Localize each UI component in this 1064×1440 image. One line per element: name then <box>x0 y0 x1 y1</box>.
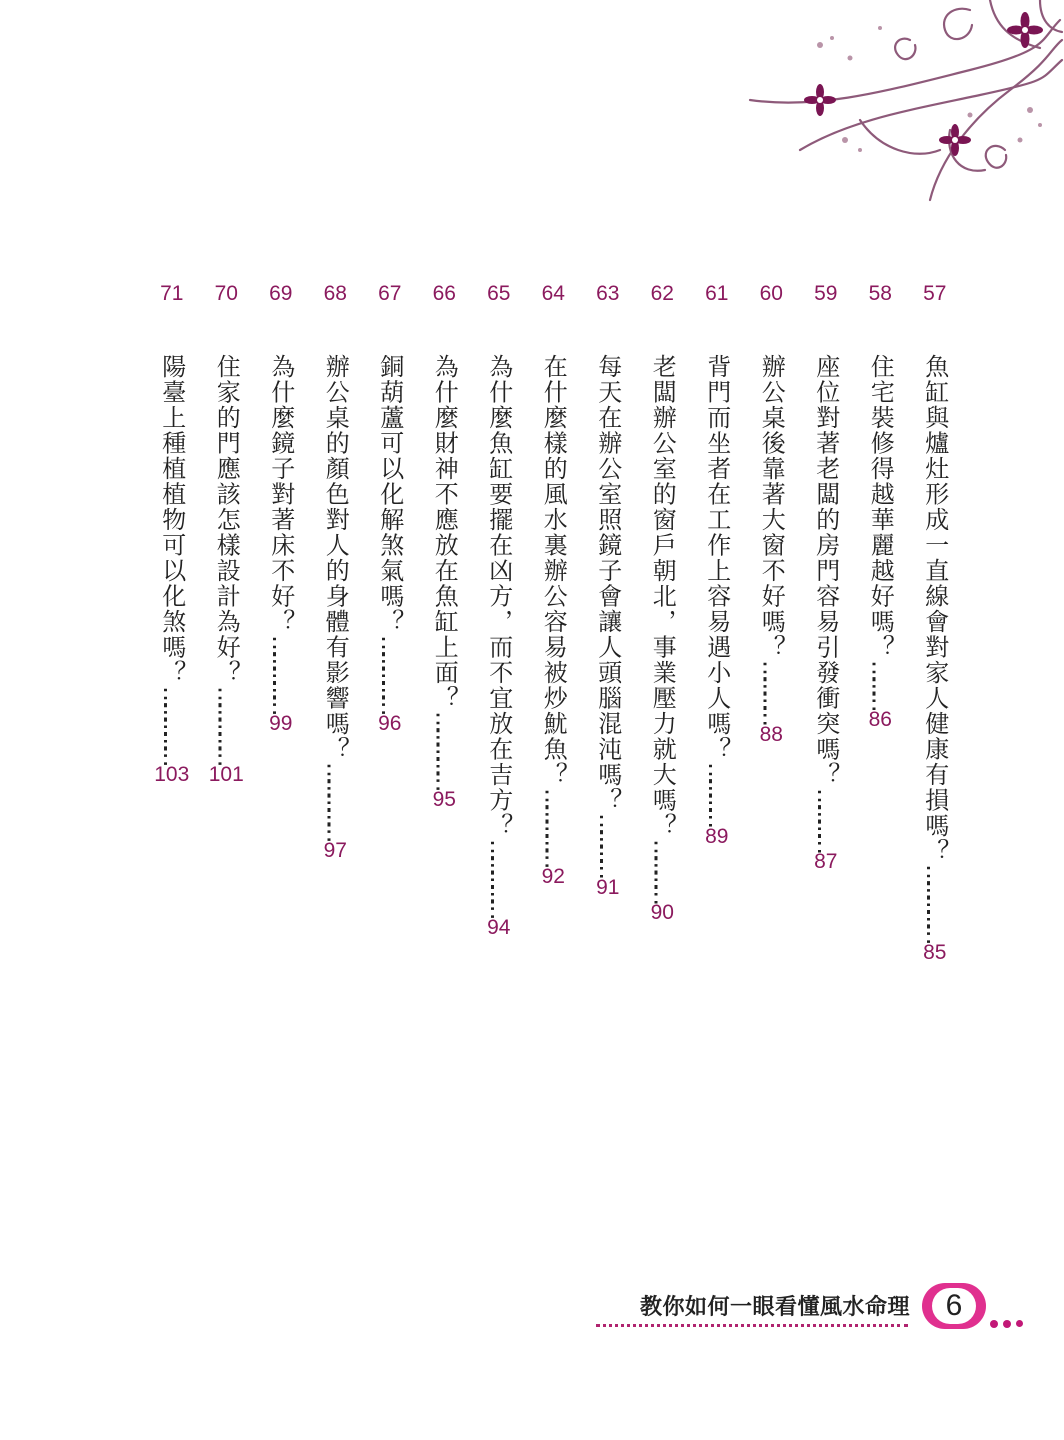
dot-leader: …………… <box>321 762 350 835</box>
chapter-title: 為什麼財神不應放在魚缸上面？ <box>430 354 459 711</box>
dot-leader: ………… <box>702 762 731 820</box>
page-number: 95 <box>432 788 456 812</box>
dot-leader: …………… <box>430 711 459 784</box>
page-number-badge <box>922 1283 986 1329</box>
page-number: 97 <box>323 839 347 863</box>
dot-leader: …………… <box>375 634 404 707</box>
page-number: 94 <box>487 915 511 939</box>
toc-entry[interactable] <box>799 280 854 875</box>
chapter-number: 70 <box>214 282 238 305</box>
dot-leader: …………… <box>920 864 949 937</box>
chapter-title: 辦公桌的顏色對人的身體有影響嗎？ <box>321 354 350 762</box>
chapter-number: 60 <box>759 282 783 305</box>
chapter-number: 57 <box>923 282 947 305</box>
chapter-title: 在什麼樣的風水裏辦公容易被炒魷魚？ <box>539 354 568 788</box>
chapter-title: 辦公桌後靠著大窗不好嗎？ <box>757 354 786 660</box>
chapter-title: 背門而坐者在工作上容易遇小人嗎？ <box>702 354 731 762</box>
chapter-title: 住家的門應該怎樣設計為好？ <box>212 354 241 686</box>
page-number: 99 <box>269 711 293 735</box>
folio-number: 6 <box>932 1288 976 1324</box>
chapter-title: 住宅裝修得越華麗越好嗎？ <box>866 354 895 660</box>
page-number: 103 <box>154 762 190 786</box>
page-number: 85 <box>923 941 947 965</box>
page-number: 86 <box>868 708 892 732</box>
dot-leader: …………… <box>157 685 186 758</box>
chapter-number: 61 <box>705 282 729 305</box>
page-number: 88 <box>759 722 783 746</box>
toc-entry[interactable] <box>199 280 254 788</box>
toc-entry[interactable] <box>908 280 963 966</box>
decorative-dot <box>1016 1320 1023 1327</box>
toc-entry[interactable] <box>363 280 418 737</box>
chapter-title: 魚缸與爐灶形成一直線會對家人健康有損嗎？ <box>920 354 949 864</box>
toc-entry[interactable] <box>417 280 472 813</box>
toc-entry[interactable] <box>635 280 690 926</box>
toc-entry[interactable] <box>145 280 200 788</box>
toc-entry[interactable] <box>254 280 309 737</box>
chapter-title: 座位對著老闆的房門容易引發衝突嗎？ <box>811 354 840 788</box>
dot-leader: ………… <box>757 660 786 718</box>
dot-leader: ………… <box>811 787 840 846</box>
toc-entry[interactable] <box>526 280 581 890</box>
dot-leader: ………… <box>648 838 677 897</box>
page-number: 90 <box>650 901 674 925</box>
chapter-number: 67 <box>378 282 402 305</box>
chapter-number: 69 <box>269 282 293 305</box>
chapter-number: 58 <box>868 282 892 305</box>
chapter-number: 66 <box>432 282 456 305</box>
chapter-number: 65 <box>487 282 511 305</box>
chapter-number: 63 <box>596 282 620 305</box>
chapter-title: 陽臺上種植植物可以化煞嗎？ <box>157 354 186 686</box>
chapter-number: 62 <box>650 282 674 305</box>
chapter-title: 為什麼魚缸要擺在凶方，而不宜放在吉方？ <box>484 354 513 839</box>
chapter-title: 每天在辦公室照鏡子會讓人頭腦混沌嗎？ <box>593 354 622 813</box>
chapter-title: 銅葫蘆可以化解煞氣嗎？ <box>375 354 404 635</box>
page-number: 87 <box>814 850 838 874</box>
footer-dotted-rule <box>596 1324 908 1327</box>
dot-leader: …………… <box>266 634 295 707</box>
decorative-dot <box>1003 1320 1011 1328</box>
decorative-dot <box>990 1320 998 1328</box>
page-number: 92 <box>541 864 565 888</box>
toc-entry[interactable] <box>581 280 636 901</box>
page-number: 89 <box>705 824 729 848</box>
table-of-contents <box>142 280 962 1080</box>
chapter-number: 71 <box>160 282 184 305</box>
page-number: 101 <box>208 762 244 786</box>
toc-entry[interactable] <box>853 280 908 733</box>
dot-leader: ………… <box>593 813 622 871</box>
page-number: 91 <box>596 875 620 899</box>
chapter-number: 68 <box>323 282 347 305</box>
chapter-title: 為什麼鏡子對著床不好？ <box>266 354 295 635</box>
chapter-title: 老闆辦公室的窗戶朝北，事業壓力就大嗎？ <box>648 354 677 839</box>
dot-leader: …………… <box>484 838 513 911</box>
dot-leader: …………… <box>539 787 568 860</box>
toc-entry[interactable] <box>308 280 363 864</box>
dot-leader: ……… <box>866 660 895 704</box>
toc-entry[interactable] <box>744 280 799 748</box>
chapter-number: 64 <box>541 282 565 305</box>
floral-ornament <box>740 0 1064 205</box>
toc-entry[interactable] <box>690 280 745 850</box>
dot-leader: …………… <box>212 685 241 758</box>
toc-entry[interactable] <box>472 280 527 941</box>
chapter-number: 59 <box>814 282 838 305</box>
book-title: 教你如何一眼看懂風水命理 <box>640 1294 911 1320</box>
page-number: 96 <box>378 711 402 735</box>
